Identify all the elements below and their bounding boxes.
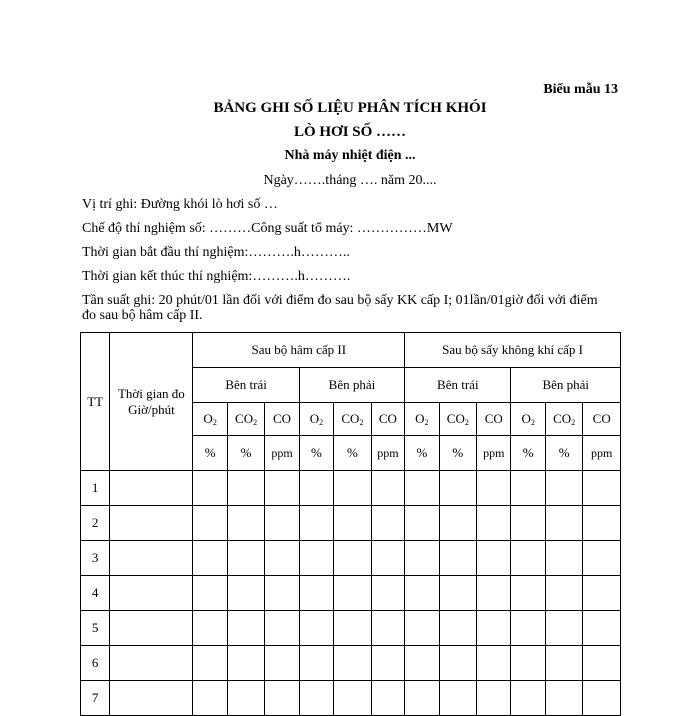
time-cell[interactable]: [110, 646, 193, 681]
time-cell[interactable]: [110, 681, 193, 716]
header-gas-co: [371, 403, 404, 436]
value-cell[interactable]: [193, 611, 227, 646]
value-cell[interactable]: [334, 576, 371, 611]
row-number: 3: [81, 541, 110, 576]
value-cell[interactable]: [439, 541, 476, 576]
value-cell[interactable]: [477, 576, 511, 611]
value-cell[interactable]: [193, 541, 227, 576]
plant-name: Nhà máy nhiệt điện ...: [284, 148, 416, 163]
gas-symbol: O: [203, 411, 213, 426]
value-cell[interactable]: [334, 611, 371, 646]
header-gas-o2: [193, 403, 227, 436]
value-cell[interactable]: [265, 576, 299, 611]
gas-symbol: CO: [341, 411, 360, 426]
value-cell[interactable]: [439, 576, 476, 611]
value-cell[interactable]: [371, 506, 404, 541]
gas-subscript: 2: [319, 418, 324, 427]
flue-gas-log-table: [80, 332, 621, 716]
value-cell[interactable]: [477, 681, 511, 716]
value-cell[interactable]: [477, 471, 511, 506]
header-gas-o2: [511, 403, 545, 436]
header-economizer-stage2: Sau bộ hâm cấp II: [193, 333, 405, 368]
value-cell[interactable]: [265, 646, 299, 681]
value-cell[interactable]: [439, 471, 476, 506]
end-time-field: Thời gian kết thúc thí nghiệm:……….h……….: [82, 269, 351, 284]
header-unit: %: [405, 436, 439, 471]
value-cell[interactable]: [334, 506, 371, 541]
header-g2-left: Bên trái: [405, 368, 511, 403]
header-unit: %: [299, 436, 333, 471]
start-time-field: Thời gian bắt đầu thí nghiệm:……….h………..: [82, 245, 350, 260]
gas-subscript: 2: [571, 418, 576, 427]
table-row: [81, 471, 621, 506]
date-line: Ngày…….tháng …. năm 20....: [263, 173, 437, 188]
gas-symbol: CO: [484, 411, 503, 426]
header-unit: ppm: [583, 436, 621, 471]
value-cell[interactable]: [511, 681, 545, 716]
header-unit: %: [511, 436, 545, 471]
header-gas-co: [265, 403, 299, 436]
gas-subscript: 2: [464, 418, 469, 427]
gas-subscript: 2: [212, 418, 217, 427]
value-cell[interactable]: [511, 471, 545, 506]
row-number: 6: [81, 646, 110, 681]
header-gas-co2: [227, 403, 264, 436]
value-cell[interactable]: [371, 541, 404, 576]
value-cell[interactable]: [477, 541, 511, 576]
value-cell[interactable]: [583, 541, 621, 576]
gas-symbol: CO: [553, 411, 572, 426]
value-cell[interactable]: [371, 646, 404, 681]
header-unit: %: [193, 436, 227, 471]
value-cell[interactable]: [334, 681, 371, 716]
value-cell[interactable]: [299, 541, 333, 576]
table-row: [81, 646, 621, 681]
value-cell[interactable]: [511, 541, 545, 576]
value-cell[interactable]: [583, 681, 621, 716]
header-gas-o2: [299, 403, 333, 436]
gas-symbol: CO: [378, 411, 397, 426]
value-cell[interactable]: [227, 681, 264, 716]
document-title: BẢNG GHI SỐ LIỆU PHÂN TÍCH KHÓI: [213, 100, 487, 116]
value-cell[interactable]: [334, 646, 371, 681]
value-cell[interactable]: [371, 471, 404, 506]
value-cell[interactable]: [439, 506, 476, 541]
header-gas-co: [477, 403, 511, 436]
table-row: [81, 611, 621, 646]
value-cell[interactable]: [545, 681, 582, 716]
value-cell[interactable]: [583, 611, 621, 646]
frequency-field: Tần suất ghi: 20 phút/01 lần đối với điểm đo sau bộ sấy KK cấp I; 01lần/01giờ đối với điểm đo sau bộ hâm cấp II.: [82, 293, 598, 323]
value-cell[interactable]: [265, 681, 299, 716]
value-cell[interactable]: [545, 541, 582, 576]
gas-symbol: CO: [446, 411, 465, 426]
table-row: [81, 681, 621, 716]
value-cell[interactable]: [371, 681, 404, 716]
value-cell[interactable]: [405, 541, 439, 576]
value-cell[interactable]: [299, 646, 333, 681]
value-cell[interactable]: [405, 576, 439, 611]
value-cell[interactable]: [545, 646, 582, 681]
header-time: Thời gian đo Giờ/phút: [110, 333, 193, 471]
time-cell[interactable]: [110, 611, 193, 646]
gas-symbol: O: [521, 411, 531, 426]
time-cell[interactable]: [110, 471, 193, 506]
value-cell[interactable]: [193, 471, 227, 506]
value-cell[interactable]: [477, 506, 511, 541]
row-number: 5: [81, 611, 110, 646]
value-cell[interactable]: [227, 576, 264, 611]
value-cell[interactable]: [545, 471, 582, 506]
header-gas-o2: [405, 403, 439, 436]
value-cell[interactable]: [477, 646, 511, 681]
value-cell[interactable]: [265, 471, 299, 506]
header-air-heater-stage1: Sau bộ sấy không khí cấp I: [405, 333, 621, 368]
time-cell[interactable]: [110, 541, 193, 576]
table-row: [81, 576, 621, 611]
gas-subscript: 2: [424, 418, 429, 427]
value-cell[interactable]: [511, 506, 545, 541]
value-cell[interactable]: [265, 541, 299, 576]
value-cell[interactable]: [265, 506, 299, 541]
boiler-number-title: LÒ HƠI SỐ ……: [293, 124, 407, 140]
value-cell[interactable]: [227, 646, 264, 681]
value-cell[interactable]: [227, 506, 264, 541]
value-cell[interactable]: [477, 611, 511, 646]
value-cell[interactable]: [299, 576, 333, 611]
time-cell[interactable]: [110, 506, 193, 541]
value-cell[interactable]: [227, 611, 264, 646]
header-unit: ppm: [477, 436, 511, 471]
test-mode-field: Chế độ thí nghiệm số: ………Công suất tổ máy: ……………MW: [82, 221, 453, 236]
value-cell[interactable]: [583, 471, 621, 506]
header-unit: ppm: [371, 436, 404, 471]
header-g1-left: Bên trái: [193, 368, 299, 403]
header-tt: TT: [81, 333, 110, 471]
header-unit: ppm: [265, 436, 299, 471]
value-cell[interactable]: [265, 611, 299, 646]
header-unit: %: [334, 436, 371, 471]
value-cell[interactable]: [583, 576, 621, 611]
value-cell[interactable]: [193, 576, 227, 611]
header-gas-co2: [334, 403, 371, 436]
value-cell[interactable]: [583, 646, 621, 681]
row-number: 1: [81, 471, 110, 506]
row-number: 7: [81, 681, 110, 716]
header-gas-co: [583, 403, 621, 436]
header-g1-right: Bên phải: [299, 368, 404, 403]
value-cell[interactable]: [545, 576, 582, 611]
value-cell[interactable]: [511, 576, 545, 611]
header-gas-co2: [545, 403, 582, 436]
gas-symbol: O: [309, 411, 320, 426]
header-gas-co2: [439, 403, 476, 436]
header-unit: %: [439, 436, 476, 471]
value-cell[interactable]: [193, 506, 227, 541]
gas-subscript: 2: [359, 418, 364, 427]
row-number: 4: [81, 576, 110, 611]
header-unit: %: [545, 436, 582, 471]
value-cell[interactable]: [545, 611, 582, 646]
gas-subscript: 2: [253, 418, 258, 427]
header-unit: %: [227, 436, 264, 471]
header-g2-right: Bên phải: [511, 368, 621, 403]
value-cell[interactable]: [405, 471, 439, 506]
value-cell[interactable]: [439, 646, 476, 681]
value-cell[interactable]: [371, 576, 404, 611]
gas-subscript: 2: [530, 418, 535, 427]
value-cell[interactable]: [227, 471, 264, 506]
value-cell[interactable]: [511, 646, 545, 681]
form-code: Biểu mẫu 13: [543, 82, 618, 97]
table-row: [81, 506, 621, 541]
value-cell[interactable]: [334, 471, 371, 506]
value-cell[interactable]: [405, 611, 439, 646]
table-row: [81, 541, 621, 576]
value-cell[interactable]: [405, 646, 439, 681]
value-cell[interactable]: [299, 471, 333, 506]
value-cell[interactable]: [405, 506, 439, 541]
value-cell[interactable]: [439, 611, 476, 646]
location-field: Vị trí ghi: Đường khói lò hơi số …: [82, 197, 278, 212]
value-cell[interactable]: [583, 506, 621, 541]
value-cell[interactable]: [439, 681, 476, 716]
value-cell[interactable]: [227, 541, 264, 576]
value-cell[interactable]: [299, 506, 333, 541]
value-cell[interactable]: [405, 681, 439, 716]
value-cell[interactable]: [545, 506, 582, 541]
gas-symbol: CO: [235, 411, 254, 426]
value-cell[interactable]: [371, 611, 404, 646]
gas-symbol: CO: [592, 411, 611, 426]
gas-symbol: O: [415, 411, 425, 426]
value-cell[interactable]: [193, 646, 227, 681]
gas-symbol: CO: [273, 411, 292, 426]
time-cell[interactable]: [110, 576, 193, 611]
row-number: 2: [81, 506, 110, 541]
value-cell[interactable]: [334, 541, 371, 576]
value-cell[interactable]: [299, 611, 333, 646]
value-cell[interactable]: [299, 681, 333, 716]
value-cell[interactable]: [511, 611, 545, 646]
value-cell[interactable]: [193, 681, 227, 716]
